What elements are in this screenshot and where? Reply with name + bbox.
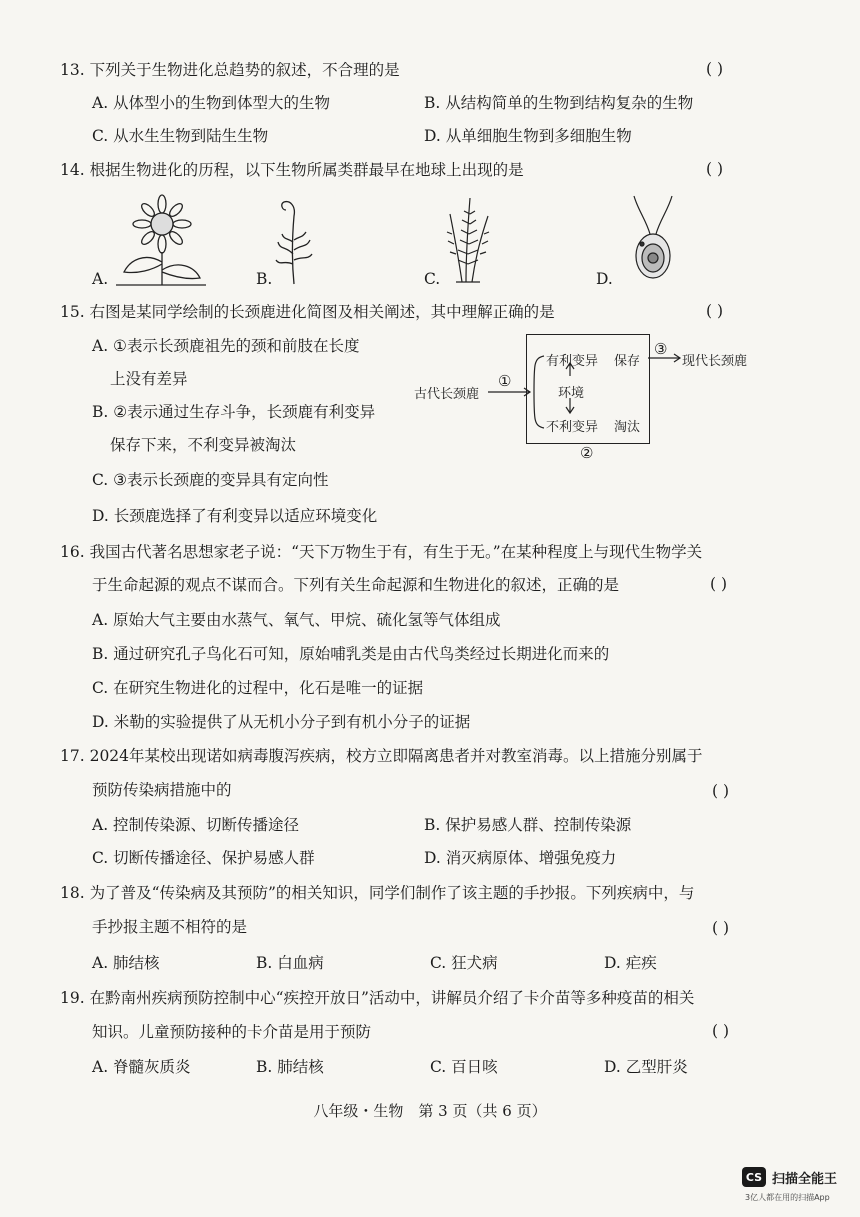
sunflower-icon <box>110 192 210 287</box>
q13-option-a: A. 从体型小的生物到体型大的生物 <box>92 94 331 112</box>
diagram-env-label: 环境 <box>558 386 585 401</box>
q15-option-a-line1: A. ①表示长颈鹿祖先的颈和前肢在长度 <box>92 337 360 355</box>
q13-answer-parens: ( ) <box>706 60 724 78</box>
fern-icon <box>440 194 495 284</box>
q18-option-b: B. 白血病 <box>256 954 324 972</box>
diagram-modern-label: 现代长颈鹿 <box>682 354 748 369</box>
diagram-marker-3: ③ <box>654 340 668 358</box>
q14-answer-parens: ( ) <box>706 160 724 178</box>
q14-stem: 14. 根据生物进化的历程，以下生物所属类群最早在地球上出现的是 <box>60 161 524 179</box>
q19-option-d: D. 乙型肝炎 <box>604 1058 688 1076</box>
q19-answer-parens: ( ) <box>712 1022 730 1040</box>
q15-answer-parens: ( ) <box>706 302 724 320</box>
diagram-marker-1: ① <box>498 372 512 390</box>
q17-option-c: C. 切断传播途径、保护易感人群 <box>92 849 315 867</box>
diagram-marker-2: ② <box>580 444 594 462</box>
camscanner-logo-icon: CS <box>742 1167 766 1187</box>
page-footer: 八年级・生物 第 3 页（共 6 页） <box>313 1102 547 1120</box>
diagram-ancestor-label: 古代长颈鹿 <box>414 387 480 402</box>
q19-stem-line2: 知识。儿童预防接种的卡介苗是用于预防 <box>92 1023 372 1041</box>
diagram-unfavorable-label: 不利变异 <box>546 420 599 435</box>
q16-option-d: D. 米勒的实验提供了从无机小分子到有机小分子的证据 <box>92 713 471 731</box>
chlamydomonas-icon <box>628 192 678 282</box>
diagram-favorable-label: 有利变异 <box>546 354 599 369</box>
q14-option-c: C. <box>424 270 441 288</box>
q17-option-d: D. 消灭病原体、增强免疫力 <box>424 849 617 867</box>
q15-option-b-line1: B. ②表示通过生存斗争，长颈鹿有利变异 <box>92 403 376 421</box>
camscanner-name: 扫描全能王 <box>772 1171 838 1187</box>
q18-answer-parens: ( ) <box>712 919 730 937</box>
pine-seedling-icon <box>268 194 318 286</box>
q13-stem: 13. 下列关于生物进化总趋势的叙述，不合理的是 <box>60 61 400 79</box>
q15-stem: 15. 右图是某同学绘制的长颈鹿进化简图及相关阐述，其中理解正确的是 <box>60 303 555 321</box>
q17-answer-parens: ( ) <box>712 782 730 800</box>
q17-option-a: A. 控制传染源、切断传播途径 <box>92 816 300 834</box>
camscanner-watermark <box>742 1167 837 1187</box>
q18-stem-line2: 手抄报主题不相符的是 <box>92 918 248 936</box>
q16-option-c: C. 在研究生物进化的过程中，化石是唯一的证据 <box>92 679 424 697</box>
q13-option-c: C. 从水生生物到陆生生物 <box>92 127 269 145</box>
q16-option-a: A. 原始大气主要由水蒸气、氧气、甲烷、硫化氢等气体组成 <box>92 611 501 629</box>
q17-stem-line2: 预防传染病措施中的 <box>92 781 232 799</box>
q15-option-b-line2: 保存下来，不利变异被淘汰 <box>110 436 297 454</box>
q17-option-b: B. 保护易感人群、控制传染源 <box>424 816 632 834</box>
q19-option-a: A. 脊髓灰质炎 <box>92 1058 191 1076</box>
q19-stem-line1: 19. 在黔南州疾病预防控制中心“疾控开放日”活动中，讲解员介绍了卡介苗等多种疫苗的相关 <box>60 989 695 1007</box>
q18-stem-line1: 18. 为了普及“传染病及其预防”的相关知识，同学们制作了该主题的手抄报。下列疾病中，与 <box>60 884 695 902</box>
q13-option-d: D. 从单细胞生物到多细胞生物 <box>424 127 632 145</box>
q16-stem-line2: 于生命起源的观点不谋而合。下列有关生命起源和生物进化的叙述，正确的是 <box>92 576 620 594</box>
q16-answer-parens: ( ) <box>710 575 728 593</box>
q18-option-a: A. 肺结核 <box>92 954 160 972</box>
q17-stem-line1: 17. 2024年某校出现诺如病毒腹泻疾病，校方立即隔离患者并对教室消毒。以上措施分别属于 <box>60 747 703 765</box>
q18-option-d: D. 疟疾 <box>604 954 657 972</box>
q13-option-b: B. 从结构简单的生物到结构复杂的生物 <box>424 94 694 112</box>
camscanner-slogan: 3亿人都在用的扫描App <box>745 1193 830 1202</box>
q19-option-b: B. 肺结核 <box>256 1058 324 1076</box>
diagram-preserve-label: 保存 <box>614 354 641 369</box>
diagram-eliminate-label: 淘汰 <box>614 420 641 435</box>
q16-option-b: B. 通过研究孔子鸟化石可知，原始哺乳类是由古代鸟类经过长期进化而来的 <box>92 645 610 663</box>
q14-option-a: A. <box>92 270 109 288</box>
q14-option-d: D. <box>596 270 613 288</box>
q14-option-b: B. <box>256 270 273 288</box>
q18-option-c: C. 狂犬病 <box>430 954 498 972</box>
giraffe-evolution-diagram <box>412 334 762 464</box>
q15-option-d: D. 长颈鹿选择了有利变异以适应环境变化 <box>92 507 378 525</box>
q19-option-c: C. 百日咳 <box>430 1058 498 1076</box>
q15-option-c: C. ③表示长颈鹿的变异具有定向性 <box>92 471 329 489</box>
q16-stem-line1: 16. 我国古代著名思想家老子说：“天下万物生于有，有生于无。”在某种程度上与现代生物学关 <box>60 543 703 561</box>
q15-option-a-line2: 上没有差异 <box>110 370 188 388</box>
